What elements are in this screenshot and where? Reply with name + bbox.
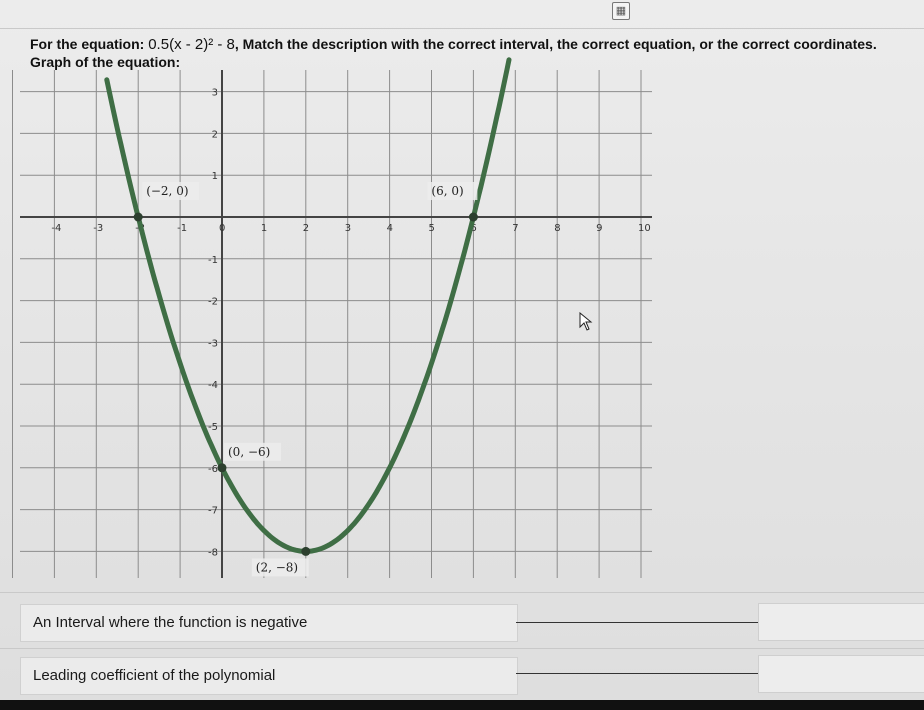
match-row-label: An Interval where the function is negative [33, 614, 308, 631]
key-point-marker [218, 463, 227, 472]
answer-line [516, 622, 758, 623]
divider [0, 592, 924, 593]
y-tick-label: -7 [208, 505, 218, 517]
key-point-marker [134, 213, 143, 222]
y-tick-label: -8 [208, 547, 218, 559]
x-tick-label: 10 [638, 223, 651, 234]
x-tick-label: 2 [302, 223, 310, 234]
key-point-label: (0, −6) [228, 444, 271, 459]
y-tick-label: 3 [211, 87, 218, 99]
x-tick-label: 4 [386, 223, 393, 234]
x-tick-label: 0 [219, 223, 226, 234]
graph-label: Graph of the equation: [30, 54, 181, 70]
question-rest: , Match the description with the correct interval, the correct equation, or the correct coordinates. [234, 36, 877, 52]
x-tick-label: 3 [344, 223, 352, 234]
match-row-leading-coefficient [20, 657, 518, 695]
key-point-marker [301, 547, 310, 556]
mouse-pointer-icon [578, 312, 594, 332]
x-tick-label: -3 [93, 223, 104, 234]
y-tick-label: 1 [211, 171, 218, 183]
y-tick-label: -5 [208, 422, 218, 433]
y-tick-label: -3 [208, 338, 218, 350]
x-tick-label: 8 [554, 223, 561, 234]
divider [0, 648, 924, 649]
calculator-icon[interactable]: ▦ [612, 2, 630, 20]
y-tick-label: -4 [208, 380, 218, 392]
answer-drop-box[interactable] [758, 603, 924, 641]
y-tick-label: -2 [208, 296, 218, 308]
y-tick-label: 2 [211, 129, 218, 141]
x-tick-label: 6 [470, 223, 477, 234]
x-tick-label: 9 [596, 223, 603, 234]
y-tick-label: -1 [208, 254, 218, 266]
x-tick-label: 1 [260, 223, 268, 234]
key-point-label: (−2, 0) [146, 184, 189, 198]
tick-labels [51, 88, 650, 559]
bottom-bar [0, 700, 924, 710]
x-tick-label: -1 [177, 223, 188, 234]
answer-drop-box[interactable] [758, 655, 924, 693]
x-tick-label: -4 [51, 223, 62, 234]
key-point-marker [469, 213, 478, 222]
key-point-label: (6, 0) [431, 184, 464, 198]
x-tick-label: -2 [135, 223, 146, 234]
question-equation: 0.5(x - 2)² - 8 [148, 36, 235, 53]
answer-line [516, 673, 758, 674]
grid [13, 70, 653, 578]
x-tick-label: 5 [428, 223, 435, 234]
match-row-negative-interval [20, 604, 518, 642]
y-tick-label: -6 [208, 463, 218, 475]
key-point-label: (2, −8) [255, 560, 299, 575]
match-row-label: Leading coefficient of the polynomial [33, 667, 276, 684]
x-tick-label: 7 [512, 223, 519, 234]
question-intro: For the equation: [30, 36, 149, 52]
